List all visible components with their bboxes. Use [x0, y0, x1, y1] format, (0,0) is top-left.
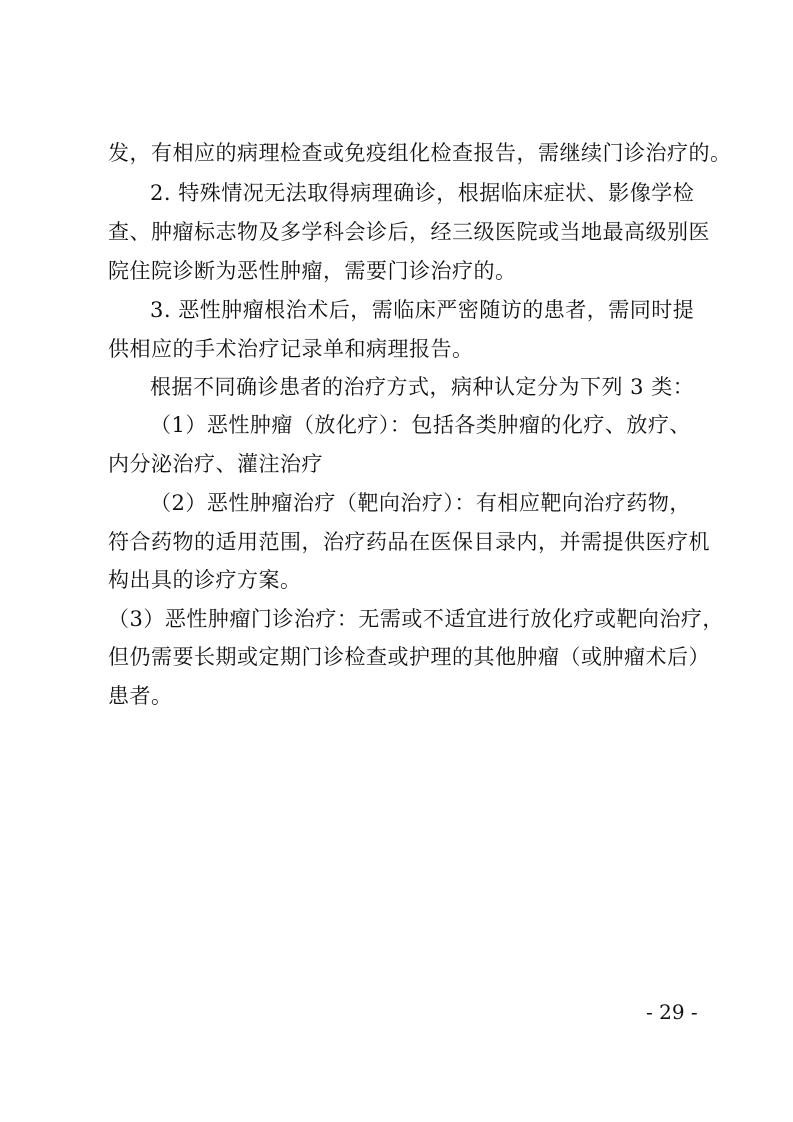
text-line: （1）恶性肿瘤（放化疗）：包括各类肿瘤的化疗、放疗、	[150, 413, 691, 437]
text-line: 根据不同确诊患者的治疗方式，病种认定分为下列 3 类：	[150, 375, 695, 399]
text-line: 符合药物的适用范围，治疗药品在医保目录内，并需提供医疗机	[108, 530, 710, 554]
text-line: 但仍需要长期或定期门诊检查或护理的其他肿瘤（或肿瘤术后）	[108, 645, 710, 669]
text-line: 发，有相应的病理检查或免疫组化检查报告，需继续门诊治疗的。	[108, 141, 732, 165]
text-line: 供相应的手术治疗记录单和病理报告。	[108, 337, 474, 361]
page-number: - 29 -	[646, 1000, 698, 1024]
text-line: 3. 恶性肿瘤根治术后，需临床严密随访的患者，需同时提	[150, 298, 695, 322]
text-line: 构出具的诊疗方案。	[108, 568, 302, 592]
text-line: 院住院诊断为恶性肿瘤，需要门诊治疗的。	[108, 259, 517, 283]
text-line: 内分泌治疗、灌注治疗	[108, 452, 323, 476]
text-line: 2. 特殊情况无法取得病理确诊，根据临床症状、影像学检	[150, 181, 695, 205]
text-line: 患者。	[108, 684, 173, 708]
text-line: （3）恶性肿瘤门诊治疗：无需或不适宜进行放化疗或靶向治疗，	[108, 607, 724, 631]
text-line: 查、肿瘤标志物及多学科会诊后，经三级医院或当地最高级别医	[108, 220, 710, 244]
text-line: （2）恶性肿瘤治疗（靶向治疗）：有相应靶向治疗药物，	[150, 491, 691, 515]
